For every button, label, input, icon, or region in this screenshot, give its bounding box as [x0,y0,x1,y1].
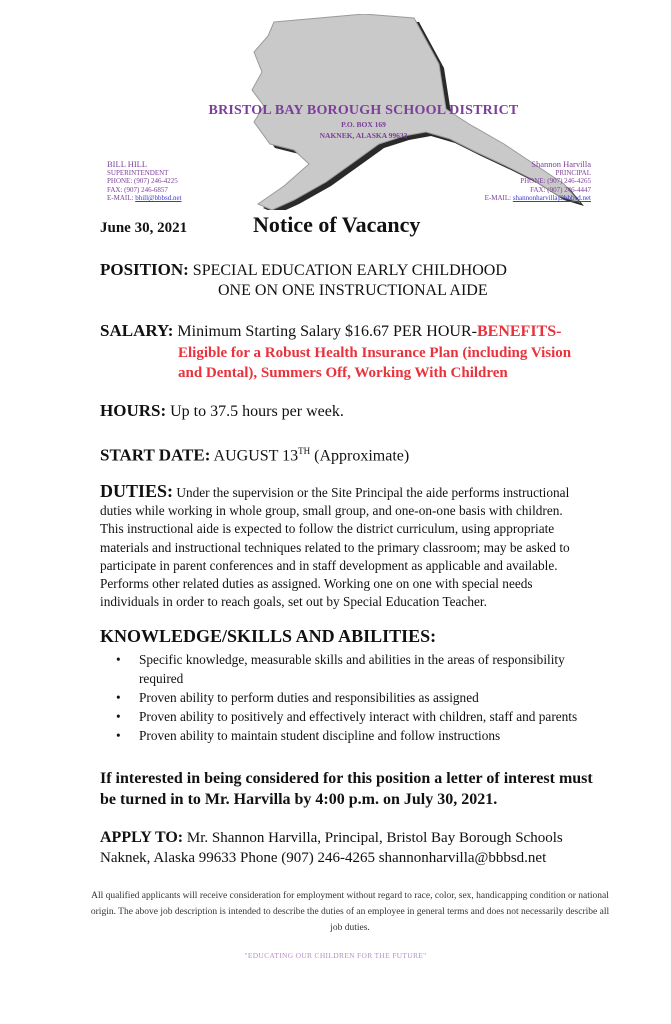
ksa-title: KNOWLEDGE/SKILLS AND ABILITIES: [100,626,437,646]
apply-section [100,828,600,868]
start-date-label: START DATE: [100,445,211,465]
benefits-details [178,343,571,383]
district-address-line1: P.O. BOX 169 [341,120,386,129]
principal-contact [485,160,591,203]
principal-email-link[interactable]: shannonharvilla@bbbsd.net [512,194,591,202]
apply-line1: Mr. Shannon Harvilla, Principal, Bristol Bay Borough Schools [186,830,563,846]
salary-label: SALARY: [100,321,174,340]
notice-date: June 30, 2021 [100,220,188,236]
list-item: • Proven ability to maintain student discipline and follow instructions [100,726,590,745]
benefits-label: BENEFITS- [476,323,562,340]
ksa-list [100,650,590,745]
duties-section [100,482,575,611]
start-date-text: AUGUST 13 [213,447,299,465]
notice-title: Notice of Vacancy [253,212,421,237]
principal-name: Shannon Harvilla [531,159,591,169]
list-item: • Specific knowledge, measurable skills and abilities in the areas of responsibility required [100,650,590,688]
duties-text: Under the supervision or the Site Principal the aide performs instructional duties while working in whole group, small group, and one-on-one basis with children. This instructional aide is expected to follow the district curriculum, using appropriate materials and instructional techniques related to the primary classroom; may be asked to participate in parent conferences and in staff development as applicable and available. Performs other related duties as assigned. Working one on one with special needs individuals in order to reach goals, set out by Special Education Teacher. [100,485,570,610]
superintendent-email-label: E-MAIL: [107,194,134,202]
start-date-section [100,441,409,466]
principal-fax: FAX: (907) 246-4447 [530,185,591,194]
hours-section [100,401,344,422]
apply-label: APPLY TO: [100,829,184,846]
list-item: • Proven ability to positively and effectively interact with children, staff and parents [100,707,590,726]
superintendent-phone: PHONE: (907) 246-4225 [107,177,178,185]
principal-title: PRINCIPAL [555,168,591,177]
district-motto: "EDUCATING OUR CHILDREN FOR THE FUTURE" [244,951,427,960]
superintendent-title: SUPERINTENDENT [107,168,169,177]
superintendent-email-link[interactable]: bhill@bbbsd.net [135,194,182,202]
eeo-statement: All qualified applicants will receive consideration for employment without regard to race, color, sex, handicapping condition or national origin. The above job description is intended to describe the duties of an employee in general terms and does not necessarily describe all job duties. [90,891,610,933]
salary-text: Minimum Starting Salary $16.67 PER HOUR- [177,323,477,340]
hours-label: HOURS: [100,401,167,420]
superintendent-name: BILL HILL [107,159,148,169]
start-date-sup: TH [298,446,311,456]
position-line2: ONE ON ONE INSTRUCTIONAL AIDE [218,282,488,299]
duties-label: DUTIES: [100,481,174,501]
principal-phone: PHONE: (907) 246-4265 [520,177,591,185]
principal-email-label: E-MAIL: [484,194,512,202]
benefits-line2: and Dental), Summers Off, Working With Children [178,365,508,381]
list-item: • Proven ability to perform duties and responsibilities as assigned [100,688,590,707]
district-name: BRISTOL BAY BOROUGH SCHOOL DISTRICT [208,103,519,118]
position-line1: SPECIAL EDUCATION EARLY CHILDHOOD [192,262,507,279]
salary-section [100,321,561,342]
interest-statement: If interested in being considered for this position a letter of interest must be turned in to Mr. Harvilla by 4:00 p.m. on July 30, 2021. [100,770,593,808]
apply-line2: Naknek, Alaska 99633 Phone (907) 246-4265 shannonharvilla@bbbsd.net [100,850,547,866]
start-date-note: (Approximate) [314,447,410,465]
benefits-line1: Eligible for a Robust Health Insurance Plan (including Vision [178,345,572,361]
superintendent-fax: FAX: (907) 246-6857 [107,185,168,194]
position-section [100,260,507,281]
hours-text: Up to 37.5 hours per week. [170,403,344,420]
district-address-line2: NAKNEK, ALASKA 99633 [319,131,408,140]
superintendent-contact [107,160,182,203]
position-label: POSITION: [100,260,189,279]
